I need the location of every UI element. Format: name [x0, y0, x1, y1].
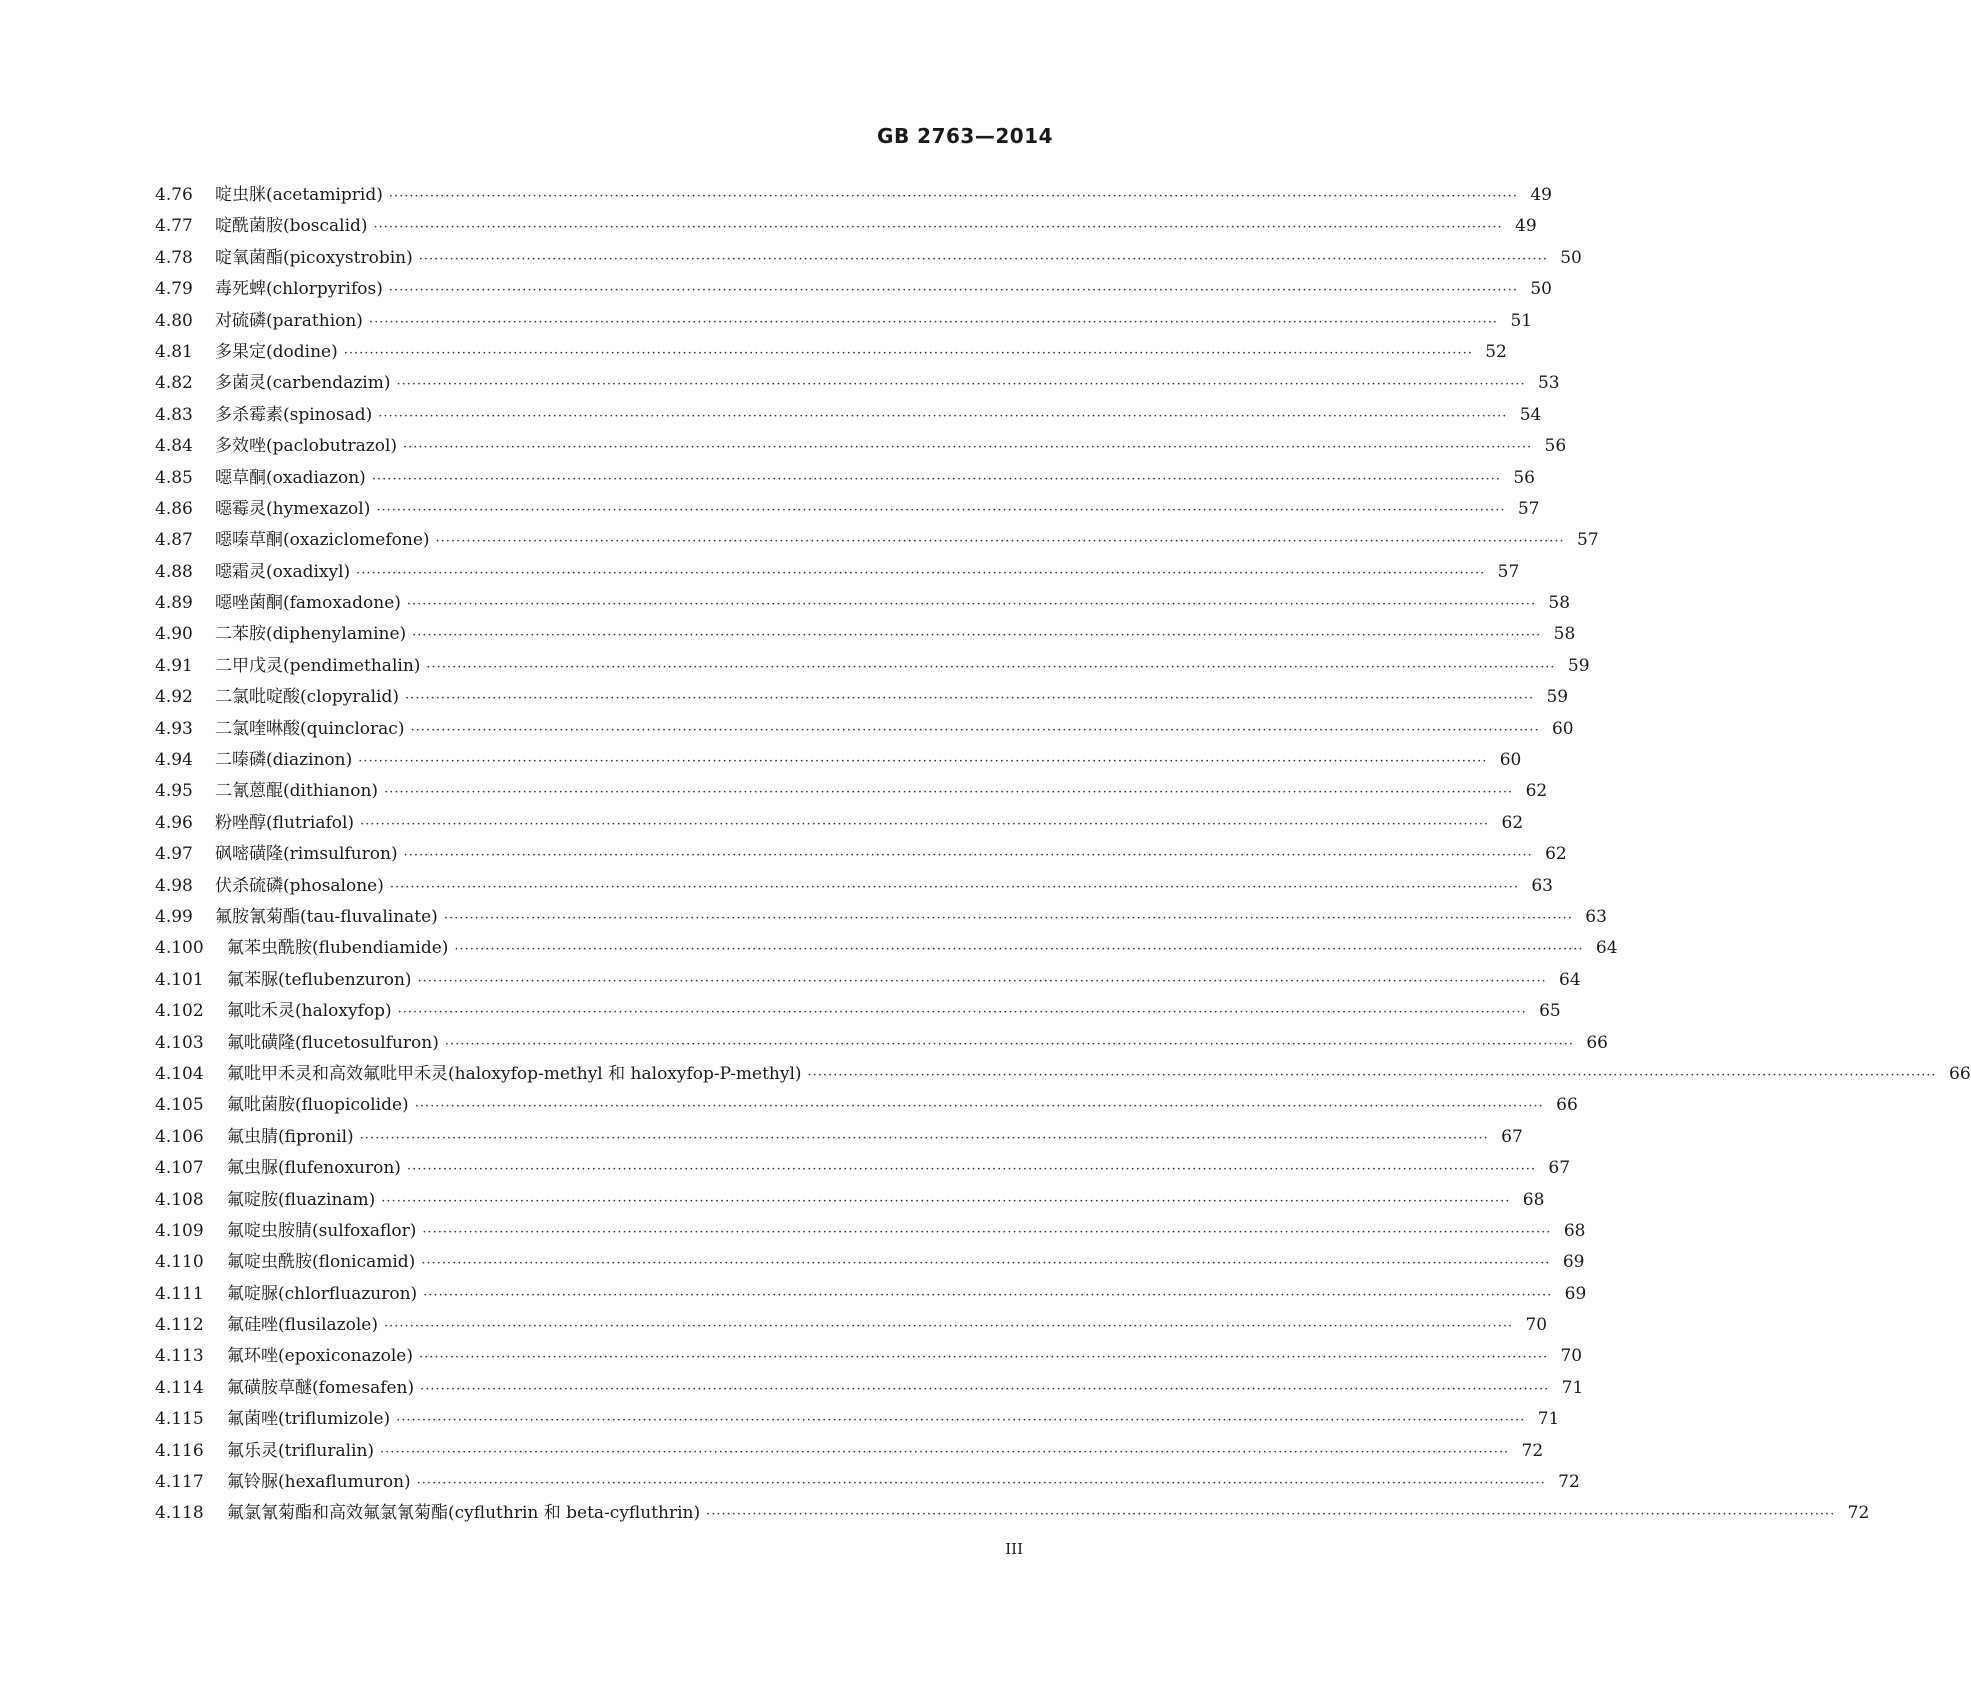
toc-entry[interactable]	[155, 682, 1569, 713]
toc-dot-leader: ····························································································································································································································	[388, 283, 1518, 299]
toc-dot-leader: ····························································································································································································································	[443, 910, 1573, 926]
toc-dot-leader: ····························································································································································································································	[444, 1036, 1574, 1052]
toc-entry[interactable]	[155, 965, 1581, 996]
toc-entry[interactable]	[155, 1247, 1585, 1278]
toc-entry-page: 58	[1553, 624, 1576, 645]
toc-entry-page: 65	[1539, 1001, 1561, 1022]
toc-dot-leader: ····························································································································································································································	[373, 220, 1503, 236]
toc-entry-number: 4.112	[155, 1315, 204, 1336]
toc-entry-title: 毒死蜱(chlorpyrifos)	[215, 279, 383, 300]
toc-entry-title: 噁霉灵(hymexazol)	[215, 498, 371, 519]
toc-entry-title: 氟啶虫酰胺(flonicamid)	[227, 1252, 416, 1273]
toc-entry-page: 49	[1515, 216, 1537, 237]
toc-entry-page: 68	[1563, 1220, 1586, 1241]
toc-entry-number: 4.82	[155, 373, 193, 394]
toc-entry-number: 4.108	[155, 1189, 204, 1210]
toc-entry-page: 53	[1537, 373, 1560, 394]
toc-entry[interactable]	[155, 839, 1567, 870]
toc-entry-title: 氟苯脲(teflubenzuron)	[227, 969, 412, 990]
toc-dot-leader: ····························································································································································································································	[435, 534, 1565, 550]
toc-entry-number: 4.102	[155, 1001, 204, 1022]
toc-entry-number: 4.79	[155, 279, 193, 300]
toc-entry-page: 63	[1531, 875, 1553, 896]
toc-entry-page: 72	[1558, 1472, 1580, 1493]
toc-entry-title: 二氰蒽醌(dithianon)	[215, 781, 379, 802]
toc-dot-leader: ····························································································································································································································	[397, 1005, 1527, 1021]
toc-entry-title: 对硫磷(parathion)	[215, 310, 363, 331]
toc-entry-page: 59	[1567, 655, 1590, 676]
toc-dot-leader: ····························································································································································································································	[403, 848, 1533, 864]
toc-dot-leader: ····························································································································································································································	[418, 251, 1548, 267]
toc-entry[interactable]	[155, 996, 1561, 1027]
toc-dot-leader: ····························································································································································································································	[419, 1350, 1549, 1366]
toc-entry-number: 4.97	[155, 844, 193, 865]
toc-entry-page: 60	[1551, 718, 1574, 739]
page-folio: III	[1005, 1540, 1023, 1558]
toc-entry[interactable]	[155, 557, 1520, 588]
toc-dot-leader: ····························································································································································································································	[414, 1099, 1544, 1115]
toc-entry-number: 4.107	[155, 1158, 204, 1179]
toc-entry-title: 噁唑菌酮(famoxadone)	[215, 593, 401, 614]
toc-dot-leader: ····························································································································································································································	[416, 1476, 1546, 1492]
toc-entry-title: 伏杀硫磷(phosalone)	[215, 875, 384, 896]
toc-dot-leader: ····························································································································································································································	[423, 1287, 1553, 1303]
toc-entry-page: 56	[1513, 467, 1535, 488]
toc-entry[interactable]	[155, 368, 1560, 399]
toc-entry-title: 氟磺胺草醚(fomesafen)	[227, 1377, 415, 1398]
toc-entry-page: 58	[1548, 593, 1571, 614]
toc-entry-number: 4.109	[155, 1220, 204, 1241]
toc-entry[interactable]	[155, 1467, 1580, 1498]
toc-entry[interactable]	[155, 1279, 1587, 1310]
toc-entry-title: 二苯胺(diphenylamine)	[215, 624, 407, 645]
toc-entry-page: 66	[1949, 1063, 1971, 1084]
toc-entry-page: 63	[1585, 906, 1607, 927]
toc-entry-page: 69	[1562, 1252, 1585, 1273]
toc-entry-title: 氟菌唑(triflumizole)	[227, 1409, 391, 1430]
toc-dot-leader: ····························································································································································································································	[406, 1162, 1537, 1178]
toc-entry-number: 4.110	[155, 1252, 204, 1273]
toc-dot-leader: ····························································································································································································································	[359, 1130, 1489, 1146]
toc-entry[interactable]	[155, 1185, 1545, 1216]
toc-entry[interactable]	[155, 525, 1599, 556]
toc-dot-leader: ····························································································································································································································	[356, 565, 1486, 581]
toc-entry-title: 氟吡甲禾灵和高效氟吡甲禾灵(haloxyfop-methyl 和 haloxyfop-P-methyl)	[227, 1063, 802, 1084]
toc-entry-page: 62	[1501, 812, 1524, 833]
toc-dot-leader: ····························································································································································································································	[410, 722, 1540, 738]
toc-dot-leader: ····························································································································································································································	[360, 816, 1490, 832]
toc-entry-number: 4.84	[155, 436, 193, 457]
toc-entry[interactable]	[155, 1059, 1971, 1090]
toc-entry-page: 69	[1564, 1283, 1587, 1304]
toc-entry-number: 4.76	[155, 185, 193, 205]
toc-entry-number: 4.101	[155, 969, 204, 990]
toc-entry-title: 多杀霉素(spinosad)	[215, 404, 373, 425]
toc-entry-title: 氟吡磺隆(flucetosulfuron)	[227, 1032, 439, 1053]
toc-entry-page: 71	[1561, 1377, 1584, 1398]
toc-entry-number: 4.96	[155, 812, 193, 833]
toc-entry-number: 4.114	[155, 1377, 204, 1398]
toc-entry-number: 4.99	[155, 906, 193, 927]
toc-dot-leader: ····························································································································································································································	[417, 973, 1547, 989]
toc-entry-number: 4.100	[155, 938, 204, 959]
toc-entry-page: 71	[1537, 1409, 1560, 1430]
toc-dot-leader: ····························································································································································································································	[343, 345, 1473, 361]
toc-entry-number: 4.103	[155, 1032, 204, 1053]
toc-entry-page: 57	[1577, 530, 1599, 551]
toc-entry-page: 50	[1530, 279, 1552, 300]
toc-entry[interactable]	[155, 431, 1567, 462]
toc-dot-leader: ····························································································································································································································	[384, 785, 1514, 801]
toc-entry[interactable]	[155, 714, 1574, 745]
toc-entry-number: 4.90	[155, 624, 193, 645]
toc-entry-number: 4.117	[155, 1472, 204, 1493]
toc-entry-page: 72	[1847, 1503, 1870, 1524]
toc-entry-number: 4.92	[155, 687, 193, 708]
toc-entry[interactable]	[155, 902, 1607, 933]
toc-entry-number: 4.98	[155, 875, 193, 896]
toc-dot-leader: ····························································································································································································································	[412, 628, 1542, 644]
toc-dot-leader: ····························································································································································································································	[396, 377, 1526, 393]
toc-entry-number: 4.91	[155, 655, 193, 676]
toc-entry-page: 64	[1559, 969, 1581, 990]
toc-entry-page: 67	[1548, 1158, 1571, 1179]
toc-entry-page: 52	[1485, 341, 1507, 362]
toc-entry[interactable]	[155, 243, 1582, 274]
toc-entry[interactable]	[155, 1028, 1608, 1059]
toc-dot-leader: ····························································································································································································································	[404, 691, 1535, 707]
toc-entry-title: 氟虫脲(flufenoxuron)	[227, 1158, 401, 1179]
toc-entry-title: 二氯喹啉酸(quinclorac)	[215, 718, 405, 739]
toc-entry[interactable]	[155, 1090, 1578, 1121]
toc-entry-number: 4.83	[155, 404, 193, 425]
toc-entry[interactable]	[155, 1122, 1523, 1153]
toc-entry[interactable]	[155, 808, 1524, 839]
toc-entry[interactable]	[155, 619, 1576, 650]
toc-entry[interactable]	[155, 400, 1542, 431]
toc-dot-leader: ····························································································································································································································	[380, 1444, 1510, 1460]
toc-entry-page: 57	[1517, 498, 1540, 519]
toc-entry[interactable]	[155, 745, 1522, 776]
toc-entry-title: 啶氧菌酯(picoxystrobin)	[215, 247, 413, 268]
document-code: GB 2763—2014	[877, 124, 1053, 148]
toc-entry-number: 4.94	[155, 750, 193, 771]
toc-entry-title: 噁草酮(oxadiazon)	[215, 467, 366, 488]
toc-entry-number: 4.78	[155, 247, 193, 268]
toc-dot-leader: ····························································································································································································································	[807, 1067, 1937, 1083]
toc-entry[interactable]	[155, 463, 1535, 494]
toc-entry[interactable]	[155, 180, 1552, 211]
toc-entry-title: 氟苯虫酰胺(flubendiamide)	[227, 938, 449, 959]
toc-dot-leader: ····························································································································································································································	[388, 189, 1518, 204]
table-of-contents	[155, 180, 1971, 1530]
toc-entry-number: 4.77	[155, 216, 193, 237]
toc-entry-page: 59	[1546, 687, 1569, 708]
toc-entry-number: 4.106	[155, 1126, 204, 1147]
toc-entry-title: 粉唑醇(flutriafol)	[215, 812, 355, 833]
toc-entry-number: 4.89	[155, 593, 193, 614]
toc-entry-page: 70	[1525, 1315, 1548, 1336]
toc-entry[interactable]	[155, 1153, 1571, 1184]
toc-entry[interactable]	[155, 274, 1552, 305]
toc-entry-title: 多效唑(paclobutrazol)	[215, 436, 398, 457]
toc-entry-number: 4.113	[155, 1346, 204, 1367]
toc-entry[interactable]	[155, 651, 1590, 682]
toc-entry-number: 4.118	[155, 1503, 204, 1524]
toc-entry-number: 4.85	[155, 467, 193, 488]
toc-entry-page: 56	[1544, 436, 1567, 457]
toc-entry-page: 51	[1510, 310, 1533, 331]
toc-dot-leader: ····························································································································································································································	[406, 597, 1537, 613]
toc-entry-page: 70	[1560, 1346, 1583, 1367]
toc-entry-title: 二嗪磷(diazinon)	[215, 750, 353, 771]
toc-entry-title: 氟环唑(epoxiconazole)	[227, 1346, 413, 1367]
toc-dot-leader: ····························································································································································································································	[383, 1319, 1514, 1335]
toc-entry-title: 氟虫腈(fipronil)	[227, 1126, 354, 1147]
toc-dot-leader: ····························································································································································································································	[358, 754, 1488, 770]
toc-entry-number: 4.87	[155, 530, 193, 551]
toc-entry-number: 4.104	[155, 1063, 204, 1084]
toc-entry-title: 氟乐灵(trifluralin)	[227, 1440, 375, 1461]
toc-entry[interactable]	[155, 1216, 1586, 1247]
toc-entry[interactable]	[155, 1373, 1584, 1404]
toc-entry-title: 啶虫脒(acetamiprid)	[215, 185, 383, 205]
toc-entry-page: 57	[1497, 561, 1520, 582]
toc-entry-number: 4.88	[155, 561, 193, 582]
toc-entry-title: 砜嘧磺隆(rimsulfuron)	[215, 844, 398, 865]
toc-entry-title: 氟氯氰菊酯和高效氟氯氰菊酯(cyfluthrin 和 beta-cyfluthrin)	[227, 1503, 701, 1524]
toc-entry-title: 多菌灵(carbendazim)	[215, 373, 391, 394]
toc-entry[interactable]	[155, 776, 1548, 807]
toc-dot-leader: ····························································································································································································································	[376, 502, 1506, 518]
toc-dot-leader: ····························································································································································································································	[396, 1413, 1526, 1429]
toc-entry-page: 67	[1501, 1126, 1523, 1147]
toc-dot-leader: ····························································································································································································································	[706, 1507, 1836, 1523]
toc-entry-number: 4.80	[155, 310, 193, 331]
toc-entry-title: 氟吡菌胺(fluopicolide)	[227, 1095, 409, 1116]
toc-entry-title: 噁霜灵(oxadixyl)	[215, 561, 351, 582]
toc-entry[interactable]	[155, 211, 1537, 242]
toc-entry-number: 4.81	[155, 341, 193, 362]
toc-entry-page: 66	[1586, 1032, 1608, 1053]
toc-dot-leader: ····························································································································································································································	[389, 879, 1519, 895]
toc-entry-page: 66	[1556, 1095, 1578, 1116]
toc-dot-leader: ····························································································································································································································	[381, 1193, 1511, 1209]
toc-dot-leader: ····························································································································································································································	[420, 1381, 1550, 1397]
toc-dot-leader: ····························································································································································································································	[421, 1256, 1551, 1272]
toc-entry-title: 啶酰菌胺(boscalid)	[215, 216, 368, 237]
toc-entry[interactable]	[155, 871, 1553, 902]
toc-entry[interactable]	[155, 1498, 1870, 1529]
toc-entry-title: 噁嗪草酮(oxaziclomefone)	[215, 530, 430, 551]
toc-entry-number: 4.111	[155, 1283, 204, 1304]
toc-dot-leader: ····························································································································································································································	[368, 314, 1499, 330]
toc-entry-number: 4.115	[155, 1409, 204, 1430]
toc-dot-leader: ····························································································································································································································	[371, 471, 1501, 487]
toc-entry-title: 氟铃脲(hexaflumuron)	[227, 1472, 411, 1493]
toc-dot-leader: ····························································································································································································································	[454, 942, 1584, 958]
toc-entry[interactable]	[155, 494, 1540, 525]
toc-dot-leader: ····························································································································································································································	[403, 440, 1533, 456]
toc-entry-title: 二甲戊灵(pendimethalin)	[215, 655, 421, 676]
toc-entry-page: 49	[1530, 185, 1552, 205]
toc-entry-title: 氟硅唑(flusilazole)	[227, 1315, 378, 1336]
toc-entry-page: 62	[1525, 781, 1548, 802]
toc-entry-title: 氟啶脲(chlorfluazuron)	[227, 1283, 418, 1304]
toc-entry[interactable]	[155, 933, 1618, 964]
toc-entry-page: 50	[1560, 247, 1582, 268]
toc-entry-page: 62	[1545, 844, 1567, 865]
toc-entry-number: 4.86	[155, 498, 193, 519]
toc-entry-title: 二氯吡啶酸(clopyralid)	[215, 687, 399, 708]
toc-dot-leader: ····························································································································································································································	[426, 659, 1556, 675]
toc-entry-page: 72	[1521, 1440, 1544, 1461]
toc-entry-number: 4.105	[155, 1095, 204, 1116]
toc-entry[interactable]	[155, 588, 1571, 619]
toc-entry[interactable]	[155, 306, 1533, 337]
toc-entry[interactable]	[155, 1341, 1583, 1372]
toc-entry-page: 64	[1595, 938, 1618, 959]
toc-entry-title: 氟啶虫胺腈(sulfoxaflor)	[227, 1220, 417, 1241]
toc-dot-leader: ····························································································································································································································	[378, 408, 1508, 424]
toc-entry-title: 氟吡禾灵(haloxyfop)	[227, 1001, 392, 1022]
toc-dot-leader: ····························································································································································································································	[422, 1224, 1552, 1240]
toc-entry[interactable]	[155, 1404, 1560, 1435]
toc-entry-page: 54	[1519, 404, 1542, 425]
toc-entry-number: 4.116	[155, 1440, 204, 1461]
toc-entry-title: 多果定(dodine)	[215, 341, 338, 362]
toc-entry[interactable]	[155, 1436, 1544, 1467]
toc-entry[interactable]	[155, 337, 1507, 368]
toc-entry-page: 60	[1499, 750, 1522, 771]
toc-entry-number: 4.95	[155, 781, 193, 802]
toc-entry[interactable]	[155, 1310, 1548, 1341]
toc-entry-page: 68	[1522, 1189, 1545, 1210]
toc-entry-title: 氟胺氰菊酯(tau-fluvalinate)	[215, 906, 438, 927]
toc-entry-number: 4.93	[155, 718, 193, 739]
toc-entry-title: 氟啶胺(fluazinam)	[227, 1189, 376, 1210]
